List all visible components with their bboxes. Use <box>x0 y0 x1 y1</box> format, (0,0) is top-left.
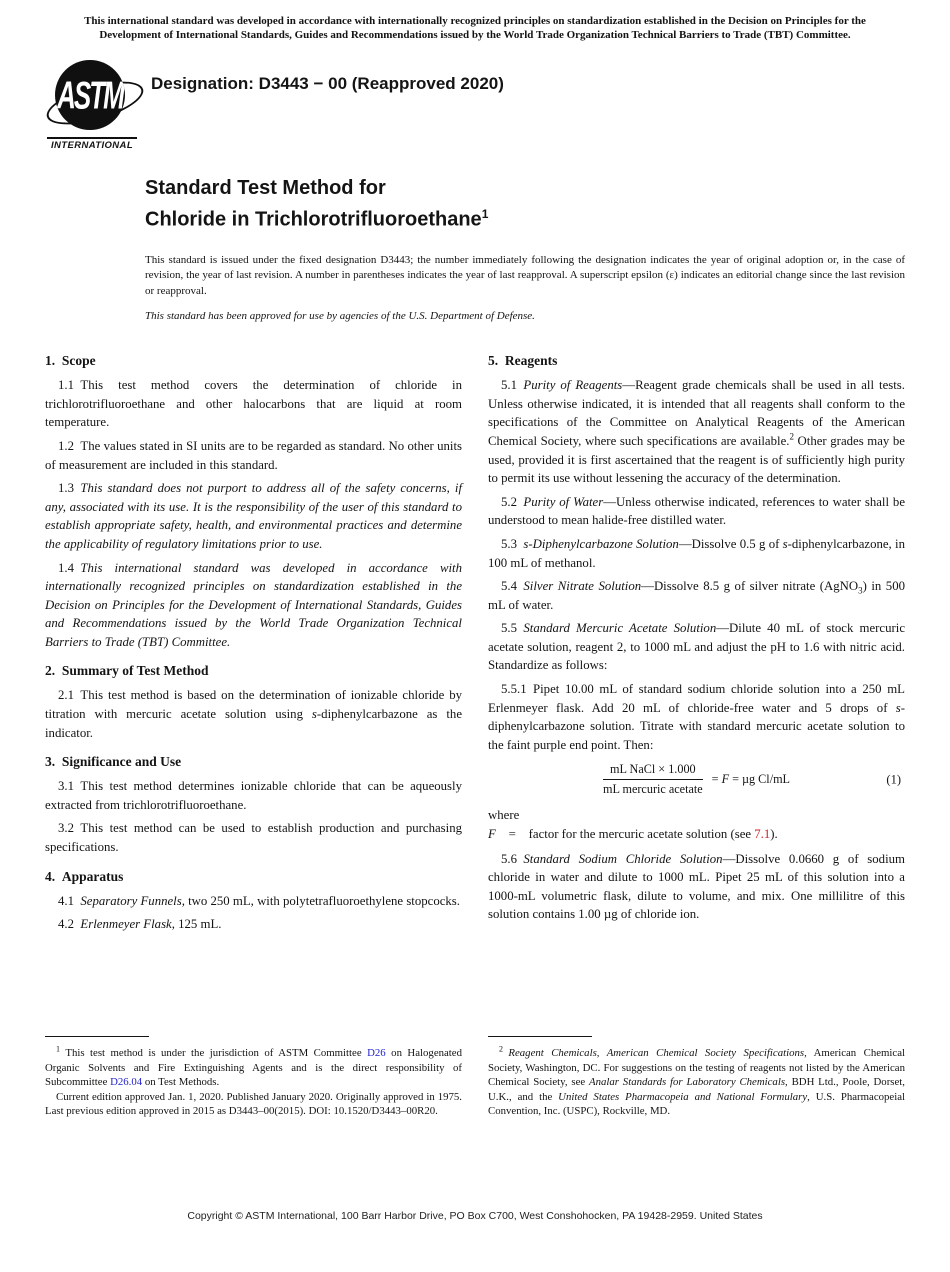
text-run: two 250 mL, with polytetrafluoroethylene stopcocks. <box>184 893 460 908</box>
paragraph-1-2 <box>45 437 462 474</box>
italic-text: F <box>488 827 496 842</box>
title-footnote-ref: 1 <box>481 207 489 221</box>
text-run: 1.3 <box>58 481 81 496</box>
text-run: = factor for the mercuric acetate solution (see <box>495 827 755 842</box>
paragraph-1-4 <box>45 559 462 652</box>
italic-text: Analar Standards for Laboratory Chemicals <box>589 1076 786 1089</box>
paragraph-5-5 <box>488 619 905 675</box>
paragraph-5-5-1 <box>488 680 905 754</box>
paragraph-3-1 <box>45 777 462 814</box>
text-run: —Dissolve 8.5 g of silver nitrate (AgNO <box>641 579 859 594</box>
paragraph-1-1 <box>45 376 462 432</box>
section-summary <box>45 662 462 742</box>
equation-denominator: mL mercuric acetate <box>602 782 703 797</box>
link-D26[interactable]: D26 <box>367 1047 386 1059</box>
italic-text: Standard Sodium Chloride Solution <box>523 851 723 866</box>
paragraph-2-1 <box>45 686 462 742</box>
italic-text: Purity of Reagents <box>523 378 623 393</box>
text-run: 125 mL. <box>174 917 222 932</box>
text-run: = <box>711 772 722 787</box>
equation-numerator: mL NaCl × 1.000 <box>603 762 703 780</box>
footnote-area <box>45 1036 905 1119</box>
section-heading: 1. Scope <box>45 353 96 369</box>
paragraph-3-2 <box>45 819 462 856</box>
text-run: —Reagent grade chemicals shall be used in all tests. Unless otherwise indicated, it is intended that all reagents shall conform to the specifications of the Committee on Analytical Reagents of the American Chemical Society, where such specifications are available. <box>488 378 905 448</box>
section-scope <box>45 352 462 651</box>
footnote-marker: 3 <box>858 585 863 596</box>
text-run: , U.S. Pharmacopeial Convention, Inc. (USPC), Rockville, MD. <box>488 1090 905 1118</box>
text-run: , BDH Ltd., Poole, Dorset, U.K., and the <box>488 1076 905 1103</box>
section-heading: 2. Summary of Test Method <box>45 663 209 679</box>
title-line-1: Standard Test Method for <box>145 177 386 199</box>
astm-logo-international-label: INTERNATIONAL <box>47 137 137 151</box>
footnote-marker: 1 <box>56 1044 60 1054</box>
text-run: 1.1 This test method covers the determination of chloride in trichlorotrifluoroethane and other halocarbons that are liquid at room temperature. <box>45 378 462 430</box>
masthead <box>47 58 905 151</box>
text-run: -diphenylcarbazone, in 100 mL of methanol. <box>488 536 905 570</box>
astm-logo-mark <box>47 58 139 136</box>
section-reagents <box>488 352 905 924</box>
text-run: —Dilute 40 mL of stock mercuric acetate solution, reagent 2, to 1000 mL and adjust the pH to 1.6 with nitric acid. Standardize as follows: <box>488 621 905 673</box>
italic-text: s <box>895 700 901 715</box>
text-run: 4.1 <box>58 893 81 908</box>
italic-text: Standard Mercuric Acetate Solution <box>523 621 717 636</box>
italic-text: s <box>311 707 317 722</box>
section-heading: 5. Reagents <box>488 353 558 369</box>
footnote-1-edition <box>45 1090 462 1119</box>
paragraph-5-1 <box>488 376 905 488</box>
astm-logo-globe-icon <box>55 60 125 130</box>
text-run: -diphenylcarbazone solution. Titrate with standard mercuric acetate solution to the faint purple end point. Then: <box>488 700 905 752</box>
text-run: on Test Methods. <box>142 1076 220 1089</box>
footnote-marker: 2 <box>499 1044 503 1054</box>
left-column <box>45 352 462 939</box>
section-heading: 3. Significance and Use <box>45 754 182 770</box>
text-run: American Chemical Society, Washington, DC. For suggestions on the testing of reagents not listed by the American Chemical Society, see <box>488 1047 905 1089</box>
title-line-2: Chloride in Trichlorotrifluoroethane$^1$ <box>145 207 489 231</box>
text-run: 1.2 The values stated in SI units are to be regarded as standard. No other units of measurement are included in this standard. <box>45 438 462 472</box>
text-run: 5.2 <box>501 494 524 509</box>
text-run: This test method is under the jurisdiction of ASTM Committee <box>60 1047 368 1059</box>
text-run: —Dissolve 0.5 g of <box>678 536 783 551</box>
italic-text: Reagent Chemicals, American Chemical Society Specifications, <box>503 1047 807 1059</box>
footnote-marker: 2 <box>789 431 794 442</box>
body-columns <box>45 352 905 939</box>
footnote-rule <box>488 1036 592 1037</box>
astm-logo <box>47 58 139 151</box>
text-run: 5.4 <box>501 579 524 594</box>
footnote-column-left <box>45 1036 462 1119</box>
text-run: 5.5.1 Pipet 10.00 mL of standard sodium chloride solution into a 250 mL Erlenmeyer flask. Add 20 mL of chloride-free water and 5 drops of <box>488 682 905 715</box>
designation-line: Designation: D3443 − 00 (Reapproved 2020) <box>151 74 504 93</box>
text-run: 5.1 <box>501 378 524 393</box>
text-run: ). <box>770 827 778 842</box>
text-run: = µg Cl/mL <box>729 772 791 787</box>
footnote-1 <box>45 1046 462 1090</box>
equation-number: (1) <box>886 772 901 787</box>
paragraph-5-2 <box>488 493 905 530</box>
paragraph-1-3 <box>45 479 462 553</box>
italic-text: F <box>721 772 730 787</box>
text-run: ) in 500 mL of water. <box>488 579 906 612</box>
right-column <box>488 352 905 939</box>
text-run: Other grades may be used, provided it is first ascertained that the reagent is of sufficiently high purity to permit its use without lessening the accuracy of the determination. <box>488 433 905 486</box>
copyright-line: Copyright © ASTM International, 100 Barr Harbor Drive, PO Box C700, West Conshohocken, PA 19428-2959. United States <box>187 1209 763 1222</box>
text-run: Current edition approved Jan. 1, 2020. Published January 2020. Originally approved in 1975. Last previous edition approved in 2015 as D3443–00(2015). DOI: 10.1520/D3443–00R20. <box>45 1090 462 1118</box>
text-run: 3.1 This test method determines ionizable chloride that can be aqueously extracted from trichlorotrifluoroethane. <box>45 779 462 812</box>
link-7.1[interactable]: 7.1 <box>754 827 771 842</box>
equation-1 <box>488 762 905 797</box>
section-heading: 4. Apparatus <box>45 868 124 884</box>
paragraph-4-1 <box>45 892 462 911</box>
italic-text: s-Diphenylcarbazone Solution <box>523 536 679 551</box>
paragraph-5-6 <box>488 850 905 924</box>
issue-note: This standard is issued under the fixed designation D3443; the number immediately following the designation indicates the year of original adoption or, in the case of revision, the year of last revision. A number in parentheses indicates the year of last reapproval. A superscript epsilon (ε) indicates an editorial change since the last revision or reapproval. <box>145 253 905 297</box>
italic-text: This international standard was developed in accordance with internationally recognized principles on standardization established in the Decision on Principles for the Development of International Standards, Guides and Recommendations issued by the World Trade Organization Technical Barriers to Trade (TBT) Committee. <box>45 560 462 649</box>
equation-rhs <box>712 772 790 787</box>
astm-logo-text: ASTM <box>57 71 123 117</box>
where-definition <box>488 825 905 844</box>
paragraph-5-3 <box>488 535 905 572</box>
title-block <box>145 175 905 233</box>
text-run: 2.1 This test method is based on the determination of ionizable chloride by titration with mercuric acetate solution using <box>45 688 462 722</box>
italic-text: This standard does not purport to address all of the safety concerns, if any, associated with its use. It is the responsibility of the user of this standard to establish appropriate safety, health, and environmental practices and determine the applicability of regulatory limitations prior to use. <box>45 481 462 551</box>
italic-text: s <box>782 536 788 551</box>
italic-text: Separatory Funnels, <box>80 893 185 908</box>
footnote-2 <box>488 1046 905 1119</box>
italic-text: Purity of Water <box>523 494 604 509</box>
link-D26.04[interactable]: D26.04 <box>110 1076 143 1089</box>
text-run: —Unless otherwise indicated, references to water shall be understood to mean halide-free distilled water. <box>488 494 906 528</box>
text-run: —Dissolve 0.0660 g of sodium chloride in water and dilute to 1000 mL. Pipet 25 mL of this solution into a 1000-mL volumetric flask, dilute to volume, and mix. One millilitre of this solution contains 1.00 µg of chloride ion. <box>488 851 905 922</box>
footnote-column-right <box>488 1036 905 1119</box>
text-run: 5.6 <box>501 851 524 866</box>
italic-text: United States Pharmacopeia and National Formulary <box>558 1090 808 1103</box>
paragraph-5-4 <box>488 577 905 614</box>
section-significance <box>45 753 462 856</box>
text-run: 5.3 <box>501 536 524 551</box>
footnote-rule <box>45 1036 149 1037</box>
dod-approval-note: This standard has been approved for use by agencies of the U.S. Department of Defense. <box>145 310 535 323</box>
paragraph-4-2 <box>45 915 462 934</box>
text-run: 1.4 <box>58 560 81 575</box>
italic-text: Erlenmeyer Flask, <box>80 917 175 932</box>
text-run: 3.2 This test method can be used to establish production and purchasing specifications. <box>45 821 462 855</box>
italic-text: Silver Nitrate Solution <box>523 579 642 594</box>
text-run: 5.5 <box>501 621 524 636</box>
text-run: -diphenylcarbazone as the indicator. <box>45 707 462 740</box>
equation-fraction <box>603 762 703 797</box>
section-apparatus <box>45 868 462 934</box>
where-label: where <box>488 808 520 823</box>
text-run: on Halogenated Organic Solvents and Fire Extinguishing Agents and is the direct responsibility of Subcommittee <box>45 1047 462 1089</box>
text-run: 4.2 <box>58 917 81 932</box>
tbt-notice: This international standard was developed in accordance with internationally recognized principles on standardization established in the Decision on Principles for the Development of International Standards, Guides and Recommendations issued by the World Trade Organization Technical Barriers to Trade (TBT) Committee. <box>84 15 866 41</box>
